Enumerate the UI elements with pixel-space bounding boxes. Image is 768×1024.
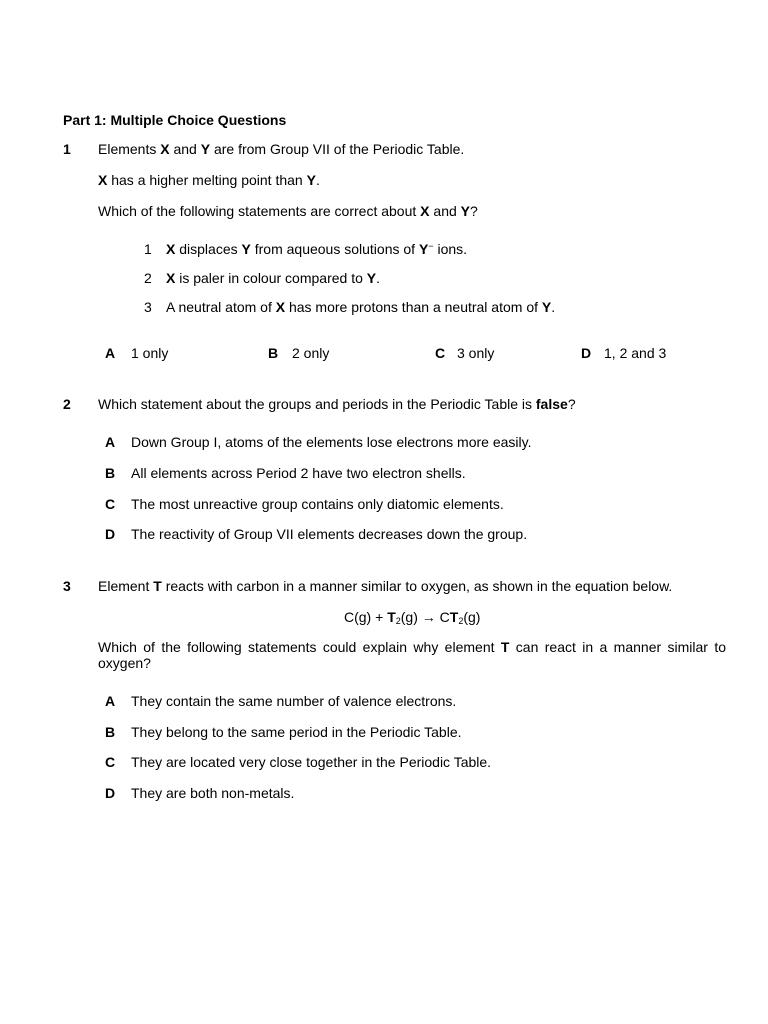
q1-option-d-text: 1, 2 and 3 [604, 345, 667, 361]
q1-option-b-letter: B [268, 345, 279, 361]
q3-option-b-letter: B [105, 724, 116, 740]
q3-option-b-text: They belong to the same period in the Periodic Table. [131, 724, 462, 740]
q2-option-d-text: The reactivity of Group VII elements decreases down the group. [131, 526, 528, 542]
part-title: Part 1: Multiple Choice Questions [63, 112, 287, 128]
q2-option-c-letter: C [105, 496, 116, 512]
statement-1: X displaces Y from aqueous solutions of Y− ions. [166, 241, 468, 257]
question-3-question: Which of the following statements could explain why element T can react in a manner similar to oxygen? [98, 639, 726, 671]
q3-option-c-text: They are located very close together in the Periodic Table. [131, 754, 492, 770]
q2-option-c-text: The most unreactive group contains only diatomic elements. [131, 496, 504, 512]
q2-option-d-letter: D [105, 526, 116, 542]
q3-option-c-letter: C [105, 754, 116, 770]
q1-option-a-text: 1 only [131, 345, 169, 361]
question-3-number: 3 [63, 578, 71, 594]
question-1-stem: Elements X and Y are from Group VII of the Periodic Table. [98, 141, 465, 157]
statement-3: A neutral atom of X has more protons than a neutral atom of Y. [166, 299, 556, 315]
statement-2: X is paler in colour compared to Y. [166, 270, 381, 286]
statement-2-number: 2 [144, 270, 152, 286]
question-3-stem: Element T reacts with carbon in a manner similar to oxygen, as shown in the equation below. [98, 578, 673, 594]
q2-option-a-letter: A [105, 434, 116, 450]
question-2-stem: Which statement about the groups and periods in the Periodic Table is false? [98, 396, 576, 412]
q3-option-d-text: They are both non-metals. [131, 785, 295, 801]
q1-option-c-text: 3 only [457, 345, 495, 361]
question-1-line-2: X has a higher melting point than Y. [98, 172, 320, 188]
chemical-equation: $C(g) + T_2(g) \to CT_2(g)$ [344, 609, 481, 626]
question-2-number: 2 [63, 396, 71, 412]
q1-option-b-text: 2 only [292, 345, 330, 361]
q1-option-c-letter: C [435, 345, 446, 361]
q3-option-d-letter: D [105, 785, 116, 801]
q3-option-a-letter: A [105, 693, 116, 709]
question-1-number: 1 [63, 141, 71, 157]
q1-option-d-letter: D [581, 345, 592, 361]
statement-3-number: 3 [144, 299, 152, 315]
q2-option-b-text: All elements across Period 2 have two electron shells. [131, 465, 466, 481]
q1-option-a-letter: A [105, 345, 116, 361]
q2-option-b-letter: B [105, 465, 116, 481]
question-1-line-3: Which of the following statements are correct about X and Y? [98, 203, 478, 219]
statement-1-number: 1 [144, 241, 152, 257]
q3-option-a-text: They contain the same number of valence electrons. [131, 693, 457, 709]
q2-option-a-text: Down Group I, atoms of the elements lose electrons more easily. [131, 434, 532, 450]
